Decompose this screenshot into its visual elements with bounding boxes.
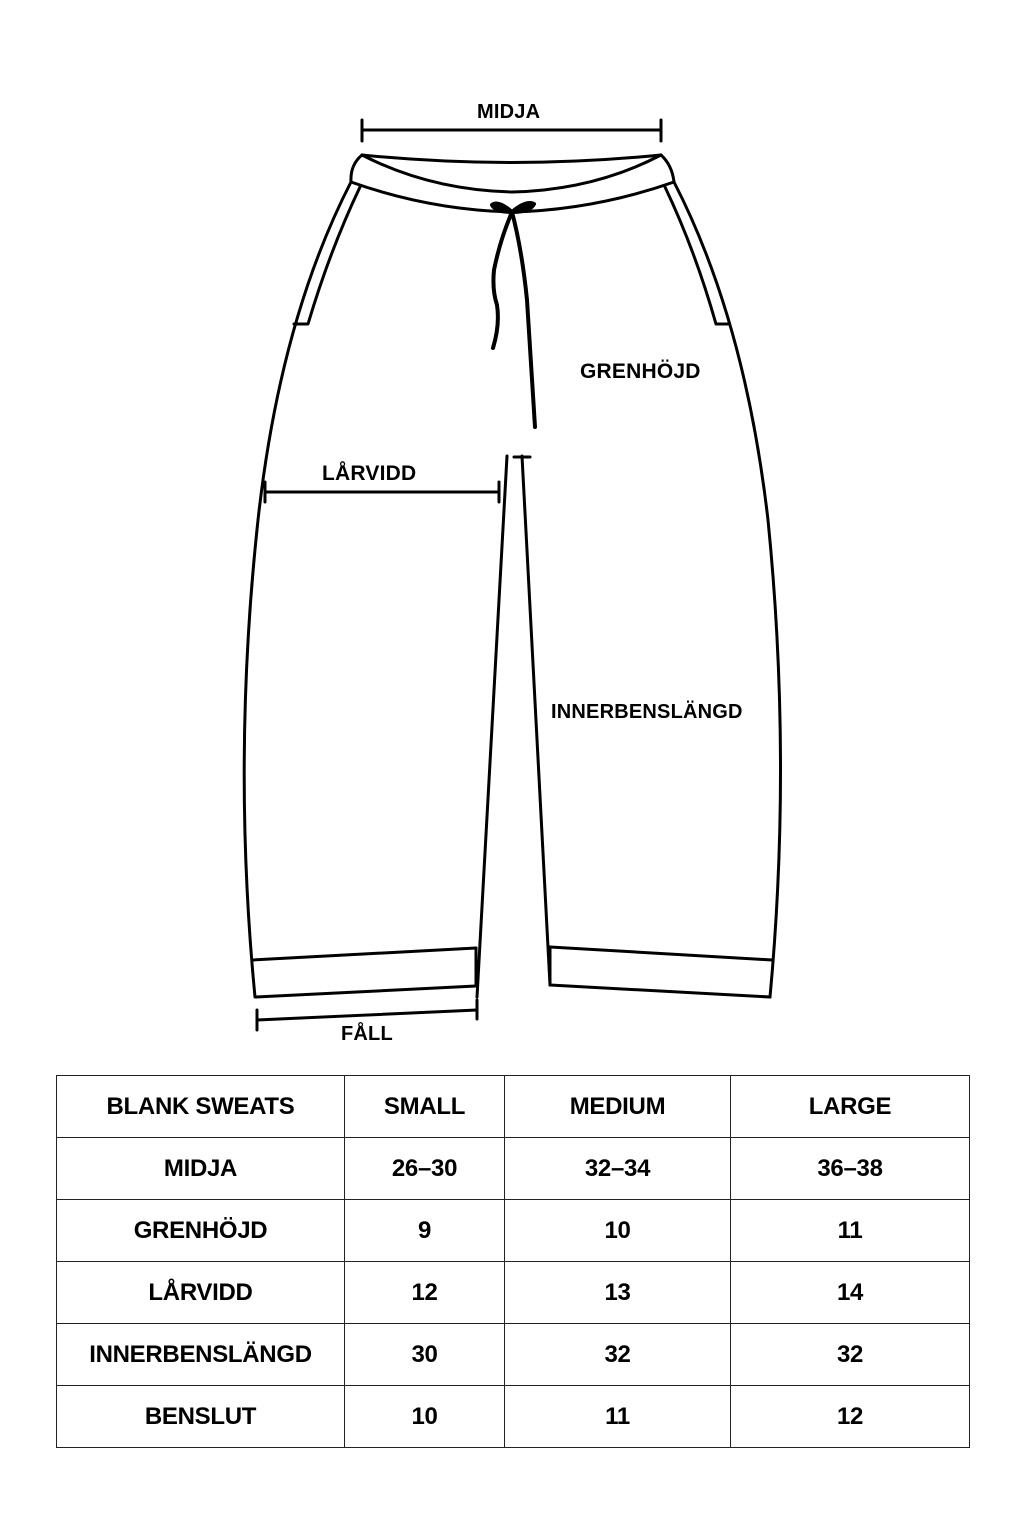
table-row [57,1200,970,1262]
drawstring [492,203,535,427]
row-label: MIDJA [57,1138,345,1200]
left-outer-seam [244,182,351,997]
waistband [351,155,674,212]
cell-value: 12 [345,1262,505,1324]
cell-value: 32 [505,1324,731,1386]
left-cuff [252,948,476,997]
row-label: INNERBENSLÄNGD [57,1324,345,1386]
cell-value: 11 [731,1200,970,1262]
cell-value: 14 [731,1262,970,1324]
thigh-measure-line [265,482,499,502]
table-row [57,1138,970,1200]
table-row [57,1386,970,1448]
thigh-label: LÅRVIDD [322,462,417,485]
cell-value: 10 [345,1386,505,1448]
row-label: BENSLUT [57,1386,345,1448]
cell-value: 36–38 [731,1138,970,1200]
cell-value: 10 [505,1200,731,1262]
waist-measure-line [362,120,661,141]
table-header-row [57,1076,970,1138]
size-header-large: LARGE [731,1076,970,1138]
cell-value: 30 [345,1324,505,1386]
cell-value: 13 [505,1262,731,1324]
table-row [57,1324,970,1386]
cell-value: 32–34 [505,1138,731,1200]
right-outer-seam [674,182,781,997]
right-cuff [550,947,772,997]
cell-value: 9 [345,1200,505,1262]
cell-value: 26–30 [345,1138,505,1200]
inseam-label: INNERBENSLÄNGD [551,701,743,723]
size-header-medium: MEDIUM [505,1076,731,1138]
right-pocket [665,187,728,324]
table-title-cell: BLANK SWEATS [57,1076,345,1138]
cell-value: 11 [505,1386,731,1448]
right-inner-seam [522,456,550,985]
row-label: LÅRVIDD [57,1262,345,1324]
hem-label: FÅLL [341,1023,393,1045]
cell-value: 32 [731,1324,970,1386]
size-header-small: SMALL [345,1076,505,1138]
row-label: GRENHÖJD [57,1200,345,1262]
waist-label: MIDJA [477,101,541,123]
size-chart-table [56,1075,970,1448]
left-inner-seam [477,456,507,997]
cell-value: 12 [731,1386,970,1448]
table-row [57,1262,970,1324]
rise-label: GRENHÖJD [580,360,701,383]
left-pocket [294,187,360,324]
